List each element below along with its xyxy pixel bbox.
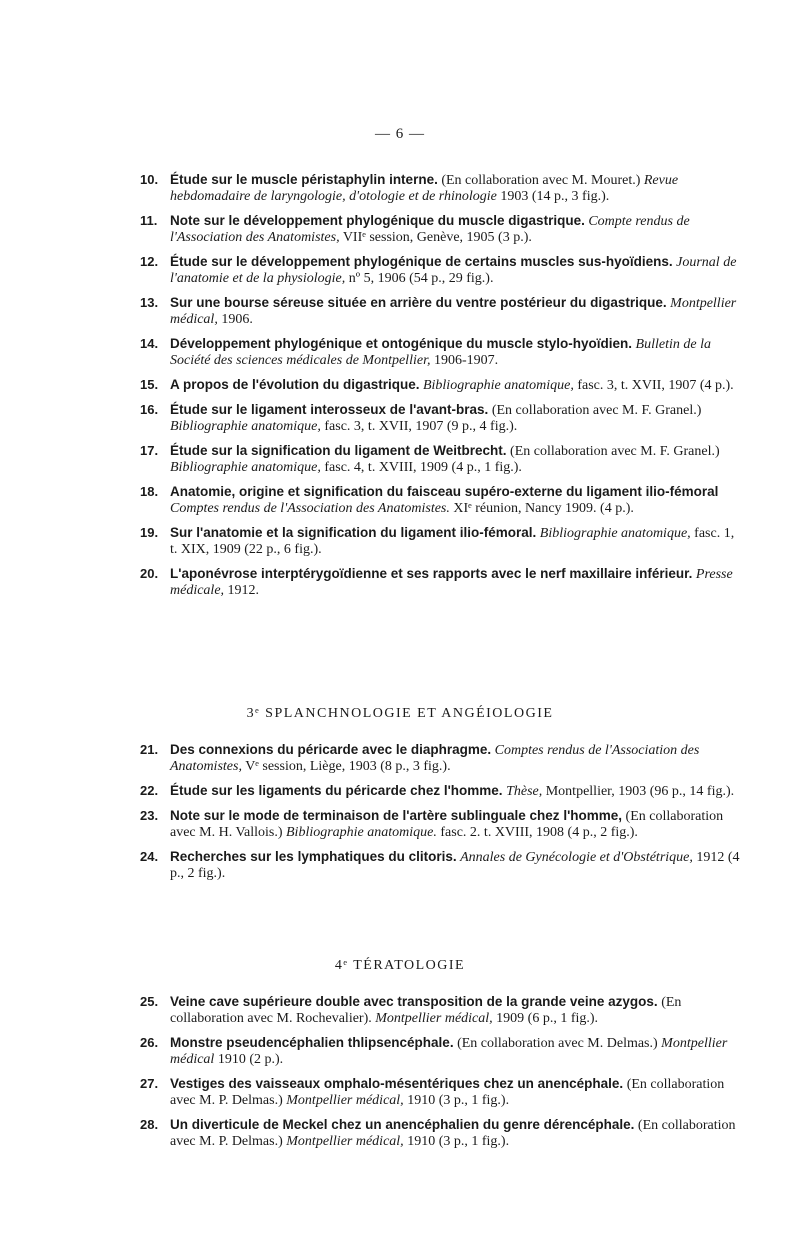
page-number: — 6 — bbox=[375, 126, 425, 142]
entry-note: (En collaboration avec M. H. Vallois.) bbox=[170, 809, 724, 840]
bibliography-entry bbox=[140, 849, 740, 882]
bibliography-entry bbox=[140, 254, 740, 287]
entry-journal: Journal de l'anatomie et de la physiologie, bbox=[170, 255, 737, 286]
entry-details: fasc. 2. t. XVIII, 1908 (4 p., 2 fig.). bbox=[436, 825, 638, 840]
entry-title: Vestiges des vaisseaux omphalo-mésentériques chez un anencéphale. bbox=[170, 1076, 624, 1091]
bibliography-entry bbox=[140, 213, 740, 246]
entry-details: fasc. 3, t. XVII, 1907 (9 p., 4 fig.). bbox=[320, 419, 518, 434]
entry-journal: Bibliographie anatomique, bbox=[170, 419, 321, 434]
entry-number: 12. bbox=[140, 254, 159, 269]
bibliography-entry bbox=[140, 402, 740, 435]
entry-journal: Compte rendus de l'Association des Anatomistes, bbox=[170, 214, 690, 245]
bibliography-list-muscles bbox=[140, 172, 740, 607]
entry-journal: Bibliographie anatomique, bbox=[422, 378, 574, 393]
entry-title: Étude sur le développement phylogénique de certains muscles sus-hyoïdiens. bbox=[170, 254, 673, 269]
bibliography-entry bbox=[140, 377, 740, 394]
entry-title: Un diverticule de Meckel chez un anencéphalien du genre dérencéphale. bbox=[170, 1117, 635, 1132]
entry-journal: Comptes rendus de l'Association des Anatomistes. bbox=[170, 501, 450, 516]
entry-number: 24. bbox=[140, 849, 159, 864]
entry-details: nº 5, 1906 (54 p., 29 fig.). bbox=[345, 271, 494, 286]
entry-journal: Revue hebdomadaire de laryngologie, d'otologie et de rhinologie bbox=[170, 173, 679, 204]
entry-details: 1912. bbox=[224, 583, 260, 598]
entry-number: 10. bbox=[140, 172, 159, 187]
entry-number: 17. bbox=[140, 443, 159, 458]
entry-title: Étude sur les ligaments du péricarde chez l'homme. bbox=[170, 783, 503, 798]
entry-number: 28. bbox=[140, 1117, 159, 1132]
entry-number: 20. bbox=[140, 566, 159, 581]
entry-title: Note sur le développement phylogénique du muscle digastrique. bbox=[170, 213, 585, 228]
entry-details: VIIᵉ session, Genève, 1905 (3 p.). bbox=[339, 230, 532, 245]
entry-title: Monstre pseudencéphalien thlipsencéphale. bbox=[170, 1035, 454, 1050]
entry-number: 13. bbox=[140, 295, 159, 310]
entry-journal: Presse médicale, bbox=[170, 567, 733, 598]
entry-number: 22. bbox=[140, 783, 159, 798]
bibliography-entry bbox=[140, 742, 740, 775]
entry-journal: Montpellier médical bbox=[170, 1036, 728, 1067]
entry-note: (En collaboration avec M. Mouret.) bbox=[437, 173, 644, 188]
entry-journal: Comptes rendus de l'Association des Anatomistes, bbox=[170, 743, 700, 774]
entry-journal: Annales de Gynécologie et d'Obstétrique, bbox=[460, 850, 693, 865]
entry-journal: Montpellier médical, bbox=[375, 1011, 493, 1026]
entry-number: 14. bbox=[140, 336, 159, 351]
entry-note: (En collaboration avec M. Rochevalier). bbox=[170, 995, 682, 1026]
bibliography-entry bbox=[140, 1035, 740, 1068]
entry-journal: Bibliographie anatomique. bbox=[286, 825, 437, 840]
bibliography-entry bbox=[140, 525, 740, 558]
section-heading-splanchnologie: 3ᵉ SPLANCHNOLOGIE ET ANGÉIOLOGIE bbox=[246, 706, 554, 721]
entry-title: Sur une bourse séreuse située en arrière du ventre postérieur du digastrique. bbox=[170, 295, 667, 310]
entry-details: 1910 (2 p.). bbox=[214, 1052, 284, 1067]
entry-note: (En collaboration avec M. F. Granel.) bbox=[488, 403, 702, 418]
entry-title: Étude sur la signification du ligament de Weitbrecht. bbox=[170, 443, 507, 458]
bibliography-entry bbox=[140, 295, 740, 328]
entry-journal: Thèse, bbox=[506, 784, 543, 799]
bibliography-entry bbox=[140, 566, 740, 599]
entry-journal: Bibliographie anatomique, bbox=[170, 460, 321, 475]
entry-details: 1912 (4 p., 2 fig.). bbox=[170, 850, 740, 881]
entry-details: XIᵉ réunion, Nancy 1909. (4 p.). bbox=[449, 501, 634, 516]
entry-details: fasc. 1, t. XIX, 1909 (22 p., 6 fig.). bbox=[170, 526, 735, 557]
entry-journal: Bulletin de la Société des sciences médicales de Montpellier, bbox=[170, 337, 711, 368]
entry-details: fasc. 3, t. XVII, 1907 (4 p.). bbox=[573, 378, 734, 393]
entry-number: 18. bbox=[140, 484, 159, 499]
entry-title: Anatomie, origine et signification du faisceau supéro-externe du ligament ilio-fémoral bbox=[170, 484, 719, 499]
entry-number: 16. bbox=[140, 402, 159, 417]
section-heading-teratologie: 4ᵉ TÉRATOLOGIE bbox=[334, 958, 466, 973]
entry-title: Note sur le mode de terminaison de l'artère sublinguale chez l'homme, bbox=[170, 808, 623, 823]
bibliography-entry bbox=[140, 1076, 740, 1109]
entry-number: 27. bbox=[140, 1076, 159, 1091]
entry-title: Veine cave supérieure double avec transposition de la grande veine azygos. bbox=[170, 994, 658, 1009]
entry-note: (En collaboration avec M. F. Granel.) bbox=[506, 444, 720, 459]
entry-title: L'aponévrose interptérygoïdienne et ses rapports avec le nerf maxillaire inférieur. bbox=[170, 566, 693, 581]
entry-details: 1910 (3 p., 1 fig.). bbox=[403, 1093, 510, 1108]
entry-title: Des connexions du péricarde avec le diaphragme. bbox=[170, 742, 492, 757]
entry-journal: Bibliographie anatomique, bbox=[539, 526, 691, 541]
bibliography-entry bbox=[140, 783, 740, 800]
entry-number: 11. bbox=[140, 213, 158, 228]
entry-number: 19. bbox=[140, 525, 159, 540]
entry-title: Développement phylogénique et ontogénique du muscle stylo-hyoïdien. bbox=[170, 336, 633, 351]
bibliography-entry bbox=[140, 484, 740, 517]
entry-number: 26. bbox=[140, 1035, 159, 1050]
entry-title: Sur l'anatomie et la signification du ligament ilio-fémoral. bbox=[170, 525, 537, 540]
entry-title: A propos de l'évolution du digastrique. bbox=[170, 377, 420, 392]
entry-title: Recherches sur les lymphatiques du clitoris. bbox=[170, 849, 457, 864]
entry-journal: Montpellier médical, bbox=[286, 1134, 404, 1149]
bibliography-entry bbox=[140, 994, 740, 1027]
entry-details: 1906. bbox=[217, 312, 253, 327]
entry-journal: Montpellier médical, bbox=[170, 296, 737, 327]
bibliography-entry bbox=[140, 336, 740, 369]
entry-journal: Montpellier médical, bbox=[286, 1093, 404, 1108]
bibliography-entry bbox=[140, 443, 740, 476]
entry-details: Vᵉ session, Liège, 1903 (8 p., 3 fig.). bbox=[241, 759, 451, 774]
entry-number: 21. bbox=[140, 742, 159, 757]
entry-number: 15. bbox=[140, 377, 159, 392]
bibliography-list-teratologie bbox=[140, 994, 740, 1158]
bibliography-entry bbox=[140, 172, 740, 205]
entry-details: 1910 (3 p., 1 fig.). bbox=[403, 1134, 510, 1149]
entry-title: Étude sur le muscle péristaphylin interne. bbox=[170, 172, 438, 187]
entry-details: 1906-1907. bbox=[430, 353, 499, 368]
entry-number: 25. bbox=[140, 994, 159, 1009]
entry-details: 1909 (6 p., 1 fig.). bbox=[492, 1011, 599, 1026]
entry-details: fasc. 4, t. XVIII, 1909 (4 p., 1 fig.). bbox=[320, 460, 522, 475]
bibliography-entry bbox=[140, 1117, 740, 1150]
entry-title: Étude sur le ligament interosseux de l'avant-bras. bbox=[170, 402, 489, 417]
entry-details: Montpellier, 1903 (96 p., 14 fig.). bbox=[542, 784, 735, 799]
entry-note: (En collaboration avec M. P. Delmas.) bbox=[170, 1077, 725, 1108]
entry-note: (En collaboration avec M. P. Delmas.) bbox=[170, 1118, 736, 1149]
bibliography-list-splanchnologie bbox=[140, 742, 740, 890]
entry-note: (En collaboration avec M. Delmas.) bbox=[453, 1036, 662, 1051]
entry-number: 23. bbox=[140, 808, 159, 823]
entry-details: 1903 (14 p., 3 fig.). bbox=[496, 189, 610, 204]
bibliography-entry bbox=[140, 808, 740, 841]
